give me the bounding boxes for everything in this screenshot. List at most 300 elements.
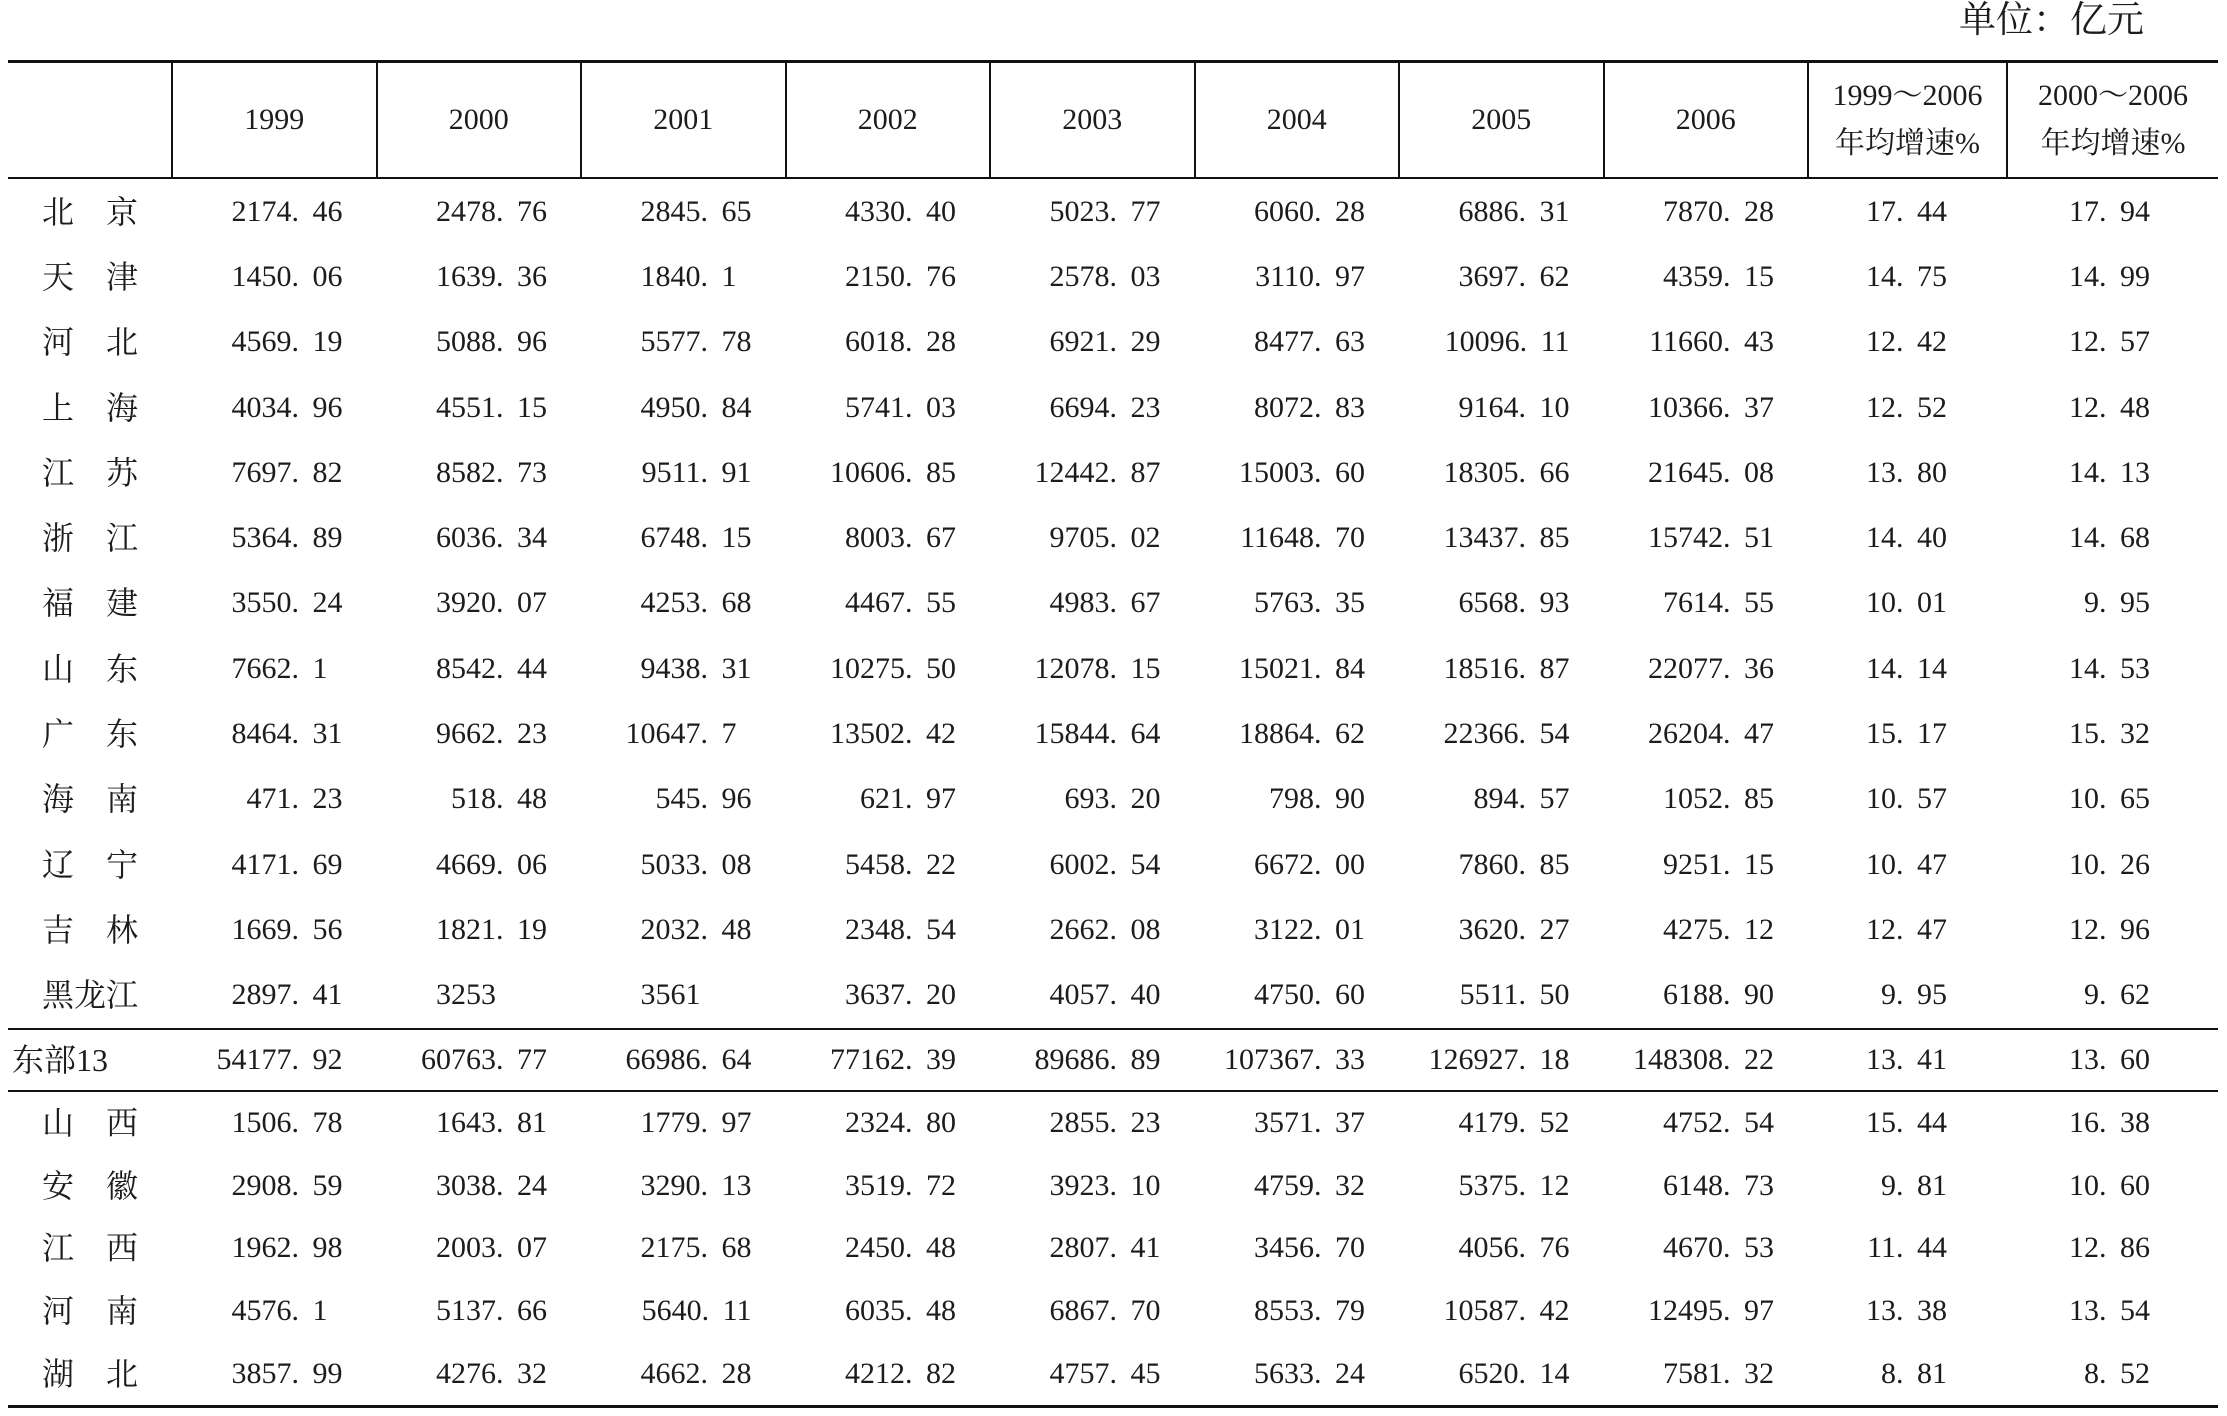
table-cell (1400, 1291, 1605, 1331)
cell-2003: 4983. 67 (1049, 586, 1161, 620)
table-cell (1400, 322, 1605, 362)
row-label: 广 东 (42, 716, 139, 753)
table-cell (582, 322, 787, 362)
table-row (8, 1154, 2218, 1217)
table-cell (991, 257, 1196, 297)
table-row (8, 440, 2218, 505)
table-cell (378, 845, 583, 885)
table-cell (787, 1354, 992, 1394)
table-cell (582, 714, 787, 754)
cell-2001: 4950. 84 (640, 390, 752, 424)
row-label: 山 西 (42, 1105, 139, 1142)
cell-2003: 6921. 29 (1049, 325, 1161, 359)
table-row (8, 963, 2218, 1028)
table-row (8, 636, 2218, 701)
cell-2006: 11660. 43 (1649, 325, 1774, 359)
cell-2002: 4467. 55 (845, 586, 956, 620)
table-cell (991, 388, 1196, 428)
table-cell (991, 1354, 1196, 1394)
cell-2001: 2175. 68 (640, 1231, 752, 1265)
table-cell (1400, 910, 1605, 950)
cell-1999: 3857. 99 (231, 1356, 343, 1390)
table-cell (2008, 583, 2218, 623)
table-cell (1605, 1103, 1810, 1143)
table-cell (991, 1103, 1196, 1143)
table-cell (1605, 583, 1810, 623)
cell-2002: 4330. 40 (845, 194, 956, 228)
cell-growth-2000-2006: 14. 13 (2069, 455, 2150, 489)
table-cell (1400, 453, 1605, 493)
table-cell (2008, 1103, 2218, 1143)
table-cell (378, 910, 583, 950)
table-cell (1400, 649, 1605, 689)
cell-2003: 6694. 23 (1049, 390, 1161, 424)
cell-2002: 2150. 76 (845, 259, 956, 293)
table-cell (378, 1228, 583, 1268)
header-growth-caption: 年均增速% (1835, 127, 1980, 160)
table-cell (787, 518, 992, 558)
table-cell (378, 1103, 583, 1143)
cell-2005: 18516. 87 (1443, 651, 1570, 685)
table-cell (582, 453, 787, 493)
table-cell (173, 583, 378, 623)
table-cell (378, 388, 583, 428)
table-row-subtotal (8, 1028, 2218, 1092)
table-cell (173, 518, 378, 558)
row-label: 浙 江 (42, 520, 139, 557)
header-growth-range: 2000～2006 (2038, 79, 2188, 112)
table-cell (173, 192, 378, 232)
cell-2002: 3637. 20 (845, 978, 956, 1012)
cell-1999: 2174. 46 (231, 194, 343, 228)
table-cell (1196, 518, 1401, 558)
cell-2005: 126927. 18 (1428, 1042, 1570, 1076)
table-cell (173, 388, 378, 428)
table-cell (787, 257, 992, 297)
table-cell (1400, 257, 1605, 297)
table-cell (173, 714, 378, 754)
table-cell (1605, 649, 1810, 689)
table-cell (787, 714, 992, 754)
cell-2002: 4212. 82 (845, 1356, 956, 1390)
cell-2003: 2578. 03 (1049, 259, 1161, 293)
cell-1999: 471. 23 (246, 782, 343, 816)
cell-2001: 545. 96 (655, 782, 752, 816)
cell-2003: 693. 20 (1064, 782, 1161, 816)
cell-2004: 15021. 84 (1239, 651, 1365, 685)
cell-2003: 12078. 15 (1034, 651, 1161, 685)
cell-growth-1999-2006: 12. 42 (1866, 325, 1947, 359)
cell-growth-2000-2006: 9. 62 (2084, 978, 2150, 1012)
table-cell (582, 845, 787, 885)
table-cell (1196, 583, 1401, 623)
cell-1999: 8464. 31 (231, 717, 343, 751)
table-cell (1605, 257, 1810, 297)
cell-growth-1999-2006: 10. 01 (1866, 586, 1947, 620)
table-cell (991, 192, 1196, 232)
table-cell (378, 714, 583, 754)
row-label: 江 苏 (42, 454, 139, 491)
table-cell (582, 779, 787, 819)
table-cell (2008, 257, 2218, 297)
cell-1999: 5364. 89 (231, 521, 343, 555)
cell-2005: 10587. 42 (1443, 1293, 1570, 1327)
cell-2006: 1052. 85 (1663, 782, 1774, 816)
cell-2006: 4359. 15 (1663, 259, 1774, 293)
row-label: 江 西 (42, 1230, 139, 1267)
cell-2006: 15742. 51 (1648, 521, 1774, 555)
table-cell (2008, 845, 2218, 885)
table-cell (991, 1228, 1196, 1268)
table-cell (173, 322, 378, 362)
table-cell (1809, 714, 2008, 754)
cell-2003: 12442. 87 (1034, 455, 1161, 489)
cell-1999: 3550. 24 (231, 586, 343, 620)
cell-growth-2000-2006: 14. 53 (2069, 651, 2150, 685)
cell-growth-1999-2006: 10. 47 (1866, 847, 1947, 881)
table-cell (787, 1291, 992, 1331)
table-cell (2008, 649, 2218, 689)
table-cell (1400, 192, 1605, 232)
cell-2002: 6018. 28 (845, 325, 956, 359)
cell-2003: 2662. 08 (1049, 912, 1161, 946)
table-cell (2008, 1228, 2218, 1268)
table-cell (1809, 453, 2008, 493)
table-cell (2008, 453, 2218, 493)
cell-1999: 1450. 06 (231, 259, 343, 293)
cell-growth-1999-2006: 15. 17 (1866, 717, 1947, 751)
cell-1999: 1669. 56 (231, 912, 343, 946)
table-row (8, 1092, 2218, 1155)
row-label: 北 京 (42, 193, 139, 230)
table-cell (1196, 779, 1401, 819)
table-row (8, 244, 2218, 309)
cell-growth-2000-2006: 14. 99 (2069, 259, 2150, 293)
cell-2002: 621. 97 (860, 782, 956, 816)
table-cell (1400, 1166, 1605, 1206)
table-cell (787, 583, 992, 623)
cell-2001: 9511. 91 (641, 455, 752, 489)
table-cell (582, 910, 787, 950)
header-year-1999: 1999 (173, 63, 378, 177)
cell-growth-1999-2006: 15. 44 (1866, 1106, 1947, 1140)
table-cell (1605, 388, 1810, 428)
table-cell (2008, 910, 2218, 950)
cell-2005: 6886. 31 (1458, 194, 1570, 228)
cell-growth-1999-2006: 8. 81 (1881, 1356, 1947, 1390)
cell-2001: 9438. 31 (640, 651, 752, 685)
cell-2000: 4669. 06 (436, 847, 547, 881)
table-cell (378, 583, 583, 623)
cell-2003: 6867. 70 (1049, 1293, 1161, 1327)
cell-growth-1999-2006: 13. 38 (1866, 1293, 1947, 1327)
table-cell (2008, 518, 2218, 558)
cell-growth-1999-2006: 10. 57 (1866, 782, 1947, 816)
cell-2001: 66986. 64 (625, 1042, 752, 1076)
table-cell (787, 649, 992, 689)
table-cell (378, 1166, 583, 1206)
table-cell (1400, 975, 1605, 1015)
cell-1999: 54177. 92 (216, 1042, 343, 1076)
table-cell (173, 1040, 378, 1080)
row-label: 上 海 (42, 389, 139, 426)
cell-2006: 6148. 73 (1663, 1168, 1774, 1202)
table-cell (1196, 257, 1401, 297)
table-row (8, 1280, 2218, 1343)
cell-2001: 4662. 28 (640, 1356, 752, 1390)
table-cell (173, 257, 378, 297)
table-cell (1809, 1228, 2008, 1268)
cell-2000: 9662. 23 (436, 717, 547, 751)
table-cell (1196, 322, 1401, 362)
cell-growth-2000-2006: 12. 86 (2069, 1231, 2150, 1265)
table-cell (582, 1228, 787, 1268)
cell-2004: 798. 90 (1269, 782, 1365, 816)
cell-2004: 3110. 97 (1255, 259, 1365, 293)
cell-2004: 107367. 33 (1224, 1042, 1365, 1076)
cell-2002: 5741. 03 (845, 390, 956, 424)
cell-2004: 4750. 60 (1254, 978, 1365, 1012)
table-row (8, 832, 2218, 897)
table-body-part2 (8, 1092, 2218, 1405)
table-cell (582, 1103, 787, 1143)
header-region-cell (8, 63, 173, 177)
table-row (8, 1342, 2218, 1405)
table-cell (787, 779, 992, 819)
header-year-2002: 2002 (787, 63, 992, 177)
cell-2000: 518. 48 (451, 782, 547, 816)
cell-2004: 3122. 01 (1254, 912, 1365, 946)
table-cell (1809, 388, 2008, 428)
cell-2001: 4253. 68 (640, 586, 752, 620)
cell-2002: 6035. 48 (845, 1293, 956, 1327)
cell-growth-1999-2006: 14. 75 (1866, 259, 1947, 293)
cell-2001: 5640. 11 (641, 1293, 752, 1327)
table-cell (2008, 975, 2218, 1015)
table-cell (582, 975, 787, 1015)
table-cell (173, 779, 378, 819)
table-cell (1400, 583, 1605, 623)
table-row (8, 179, 2218, 244)
table-cell (787, 1103, 992, 1143)
cell-2001: 1779. 97 (640, 1106, 752, 1140)
table-cell (173, 975, 378, 1015)
table-cell (173, 910, 378, 950)
cell-2005: 894. 57 (1473, 782, 1570, 816)
table-cell (1196, 910, 1401, 950)
cell-2004: 8477. 63 (1254, 325, 1365, 359)
cell-2002: 77162. 39 (830, 1042, 956, 1076)
table-cell (1809, 649, 2008, 689)
table-cell (1196, 1103, 1401, 1143)
table-cell (1809, 1354, 2008, 1394)
cell-2005: 4179. 52 (1458, 1106, 1570, 1140)
cell-2005: 18305. 66 (1443, 455, 1570, 489)
cell-2006: 26204. 47 (1648, 717, 1774, 751)
cell-growth-1999-2006: 14. 40 (1866, 521, 1947, 555)
cell-growth-2000-2006: 10. 26 (2069, 847, 2150, 881)
table-cell (2008, 192, 2218, 232)
table-cell (991, 845, 1196, 885)
cell-2003: 2855. 23 (1049, 1106, 1161, 1140)
cell-2006: 4752. 54 (1663, 1106, 1774, 1140)
header-year-2006: 2006 (1605, 63, 1810, 177)
table-row (8, 571, 2218, 636)
table-cell (1196, 1166, 1401, 1206)
cell-2006: 6188. 90 (1663, 978, 1774, 1012)
cell-growth-1999-2006: 13. 41 (1866, 1042, 1947, 1076)
cell-2005: 6520. 14 (1458, 1356, 1570, 1390)
cell-2005: 13437. 85 (1443, 521, 1570, 555)
table-cell (2008, 388, 2218, 428)
row-label: 湖 北 (42, 1355, 139, 1392)
table-cell (1809, 1040, 2008, 1080)
cell-2003: 9705. 02 (1049, 521, 1161, 555)
table-cell (1400, 1354, 1605, 1394)
table-cell (1605, 1291, 1810, 1331)
cell-2000: 4551. 15 (436, 390, 547, 424)
cell-2004: 6060. 28 (1254, 194, 1365, 228)
table-cell (1809, 910, 2008, 950)
cell-growth-2000-2006: 17. 94 (2069, 194, 2150, 228)
table-cell (1400, 714, 1605, 754)
table-cell (1809, 257, 2008, 297)
cell-2006: 12495. 97 (1648, 1293, 1774, 1327)
table-cell (1196, 453, 1401, 493)
table-cell (1605, 845, 1810, 885)
cell-2006: 4275. 12 (1663, 912, 1774, 946)
cell-1999: 2897. 41 (231, 978, 343, 1012)
cell-growth-2000-2006: 9. 95 (2084, 586, 2150, 620)
table-cell (1809, 975, 2008, 1015)
data-table (8, 60, 2218, 1408)
table-cell (2008, 779, 2218, 819)
cell-2002: 5458. 22 (845, 847, 956, 881)
cell-2001: 3290. 13 (640, 1168, 752, 1202)
cell-2000: 1639. 36 (436, 259, 547, 293)
cell-2005: 7860. 85 (1458, 847, 1570, 881)
table-cell (2008, 322, 2218, 362)
cell-1999: 1962. 98 (231, 1231, 343, 1265)
table-cell (787, 845, 992, 885)
cell-2000: 8542. 44 (436, 651, 547, 685)
table-cell (378, 322, 583, 362)
cell-2004: 5763. 35 (1254, 586, 1365, 620)
table-cell (582, 1291, 787, 1331)
cell-2006: 7870. 28 (1663, 194, 1774, 228)
table-cell (1809, 583, 2008, 623)
table-cell (582, 649, 787, 689)
cell-1999: 7662. 1 (231, 651, 328, 685)
table-cell (1605, 1166, 1810, 1206)
table-cell (787, 975, 992, 1015)
cell-2003: 89686. 89 (1034, 1042, 1161, 1076)
header-year-2001: 2001 (582, 63, 787, 177)
cell-2000: 6036. 34 (436, 521, 547, 555)
cell-2006: 21645. 08 (1648, 455, 1774, 489)
cell-2004: 6672. 00 (1254, 847, 1365, 881)
table-cell (173, 453, 378, 493)
cell-2002: 2450. 48 (845, 1231, 956, 1265)
cell-2004: 11648. 70 (1240, 521, 1365, 555)
cell-2000: 3920. 07 (436, 586, 547, 620)
table-cell (1809, 192, 2008, 232)
cell-2005: 5511. 50 (1459, 978, 1570, 1012)
table-cell (787, 1040, 992, 1080)
table-cell (1605, 1228, 1810, 1268)
table-cell (1605, 975, 1810, 1015)
table-cell (991, 453, 1196, 493)
row-label: 山 东 (42, 650, 139, 687)
table-cell (1605, 453, 1810, 493)
cell-2004: 8072. 83 (1254, 390, 1365, 424)
table-cell (991, 583, 1196, 623)
table-cell (1400, 1228, 1605, 1268)
table-cell (378, 1040, 583, 1080)
table-cell (991, 518, 1196, 558)
cell-growth-1999-2006: 14. 14 (1866, 651, 1947, 685)
cell-2006: 22077. 36 (1648, 651, 1774, 685)
cell-2003: 3923. 10 (1049, 1168, 1161, 1202)
cell-2003: 15844. 64 (1034, 717, 1161, 751)
table-row (8, 505, 2218, 570)
table-cell (582, 1166, 787, 1206)
table-cell (1196, 1291, 1401, 1331)
cell-1999: 7697. 82 (231, 455, 343, 489)
cell-2004: 8553. 79 (1254, 1293, 1365, 1327)
cell-2004: 18864. 62 (1239, 717, 1365, 751)
cell-2000: 8582. 73 (436, 455, 547, 489)
cell-2003: 2807. 41 (1049, 1231, 1161, 1265)
row-label: 东部13 (12, 1041, 109, 1078)
row-label: 河 北 (42, 324, 139, 361)
row-label: 河 南 (42, 1292, 139, 1329)
table-cell (378, 649, 583, 689)
table-cell (991, 1040, 1196, 1080)
table-cell (1605, 192, 1810, 232)
cell-growth-2000-2006: 12. 57 (2069, 325, 2150, 359)
header-year-2004: 2004 (1196, 63, 1401, 177)
table-cell (582, 257, 787, 297)
table-cell (1605, 714, 1810, 754)
row-label: 天 津 (42, 258, 139, 295)
cell-2002: 3519. 72 (845, 1168, 956, 1202)
cell-2000: 60763. 77 (421, 1042, 547, 1076)
table-body-total (8, 1028, 2218, 1092)
table-row (8, 701, 2218, 766)
cell-2002: 2324. 80 (845, 1106, 956, 1140)
cell-2004: 3571. 37 (1254, 1106, 1365, 1140)
table-row (8, 767, 2218, 832)
table-cell (1196, 975, 1401, 1015)
table-cell (991, 322, 1196, 362)
table-cell (1809, 518, 2008, 558)
cell-2003: 4757. 45 (1049, 1356, 1161, 1390)
table-cell (1605, 518, 1810, 558)
table-cell (991, 1166, 1196, 1206)
header-year-2003: 2003 (991, 63, 1196, 177)
table-cell (1605, 779, 1810, 819)
table-cell (1196, 649, 1401, 689)
table-cell (582, 192, 787, 232)
cell-growth-2000-2006: 12. 96 (2069, 912, 2150, 946)
table-cell (378, 453, 583, 493)
cell-1999: 4576. 1 (231, 1293, 328, 1327)
row-label: 海 南 (42, 781, 139, 818)
header-growth-range: 1999～2006 (1832, 79, 1983, 112)
table-cell (173, 1103, 378, 1143)
table-cell (1196, 192, 1401, 232)
